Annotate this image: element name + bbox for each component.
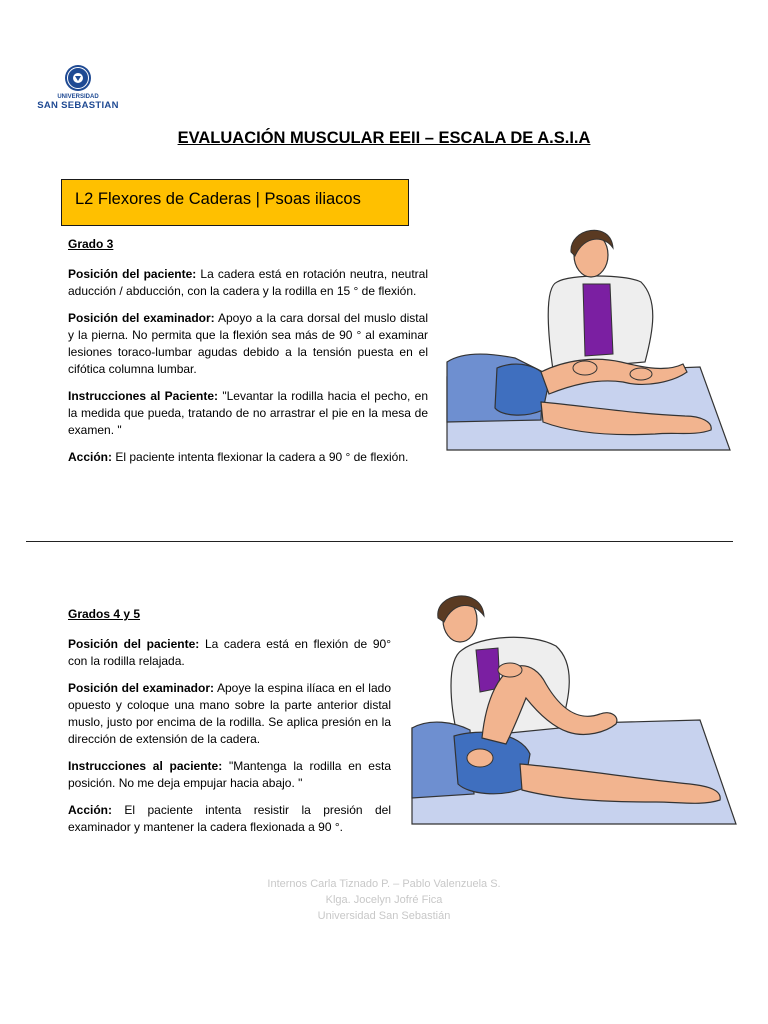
patient-position-text: La cadera está en flexión de 90° con la rodilla relajada. (68, 637, 392, 668)
patient-instructions-label: Instrucciones al paciente: (68, 759, 223, 773)
action (68, 449, 428, 466)
examiner-position-text: Apoyo a la cara dorsal del muslo distal y la pierna. No permita que la flexión sea más de 90 ° al examinar lesiones toraco-lumbar agudas debido a la tensión puesta en el cifótica columna lumbar. (68, 311, 428, 376)
patient-position (68, 636, 391, 670)
section-grado-3 (68, 236, 428, 476)
patient-position (68, 266, 428, 300)
examiner-position (68, 310, 428, 378)
university-logo (30, 64, 126, 112)
action-text: El paciente intenta flexionar la cadera a 90 ° de flexión. (112, 450, 409, 464)
examiner-hand (630, 368, 652, 380)
action (68, 802, 391, 836)
logo-line-1: UNIVERSIDAD (57, 94, 99, 100)
examiner-position-text: Apoye la espina ilíaca en el lado opuesto y coloque una mano sobre la parte anterior distal muslo, justo por encima de la rodilla. Se aplica presión en la dirección de extensión de la cadera. (68, 681, 391, 746)
patient-instructions (68, 388, 428, 439)
action-label: Acción: (68, 450, 113, 464)
patient-instructions-text: "Levantar la rodilla hacia el pecho, en la medida que pueda, tratando de no arrastrar el pie en la mesa de examen. " (68, 389, 428, 437)
patient-instructions (68, 758, 391, 792)
section-grados-4-5 (68, 606, 391, 846)
patient-instructions-label: Instrucciones al Paciente: (68, 389, 219, 403)
examiner-hand (467, 749, 493, 767)
grade-4-5-illustration (410, 588, 740, 828)
examiner-shirt (583, 284, 613, 356)
examiner-position (68, 680, 391, 748)
grade-heading: Grado 3 (68, 237, 114, 251)
patient-position-label: Posición del paciente: (68, 267, 197, 281)
examiner-hand (573, 361, 597, 375)
page-title: EVALUACIÓN MUSCULAR EEII – ESCALA DE A.S.I.A (177, 129, 591, 147)
grade-heading: Grados 4 y 5 (68, 607, 141, 621)
section-divider (26, 541, 733, 542)
examiner-position-label: Posición del examinador: (68, 681, 214, 695)
logo-line-2: SAN SEBASTIAN (37, 100, 119, 111)
footer-line-2: Klga. Jocelyn Jofré Fica (325, 894, 443, 906)
footer-credits (0, 876, 768, 924)
patient-position-label: Posición del paciente: (68, 637, 200, 651)
examiner-hand (498, 663, 522, 677)
university-seal-icon (30, 64, 126, 94)
muscle-header-text: L2 Flexores de Caderas | Psoas iliacos (75, 190, 361, 208)
footer-line-1: Internos Carla Tiznado P. – Pablo Valenzuela S. (267, 878, 501, 890)
patient-instructions-text: "Mantenga la rodilla en esta posición. No me deja empujar hacia abajo. " (68, 759, 391, 790)
muscle-header-box (61, 179, 409, 226)
action-text: El paciente intenta resistir la presión del examinador y mantener la cadera flexionada a 90 °. (68, 803, 391, 834)
grade-3-illustration (445, 222, 735, 452)
patient-shorts (454, 732, 530, 794)
examiner-position-label: Posición del examinador: (68, 311, 215, 325)
action-label: Acción: (68, 803, 113, 817)
footer-line-3: Universidad San Sebastián (317, 910, 451, 922)
patient-position-text: La cadera está en rotación neutra, neutral aducción / abducción, con la cadera y la rodilla en 15 ° de flexión. (68, 267, 428, 298)
